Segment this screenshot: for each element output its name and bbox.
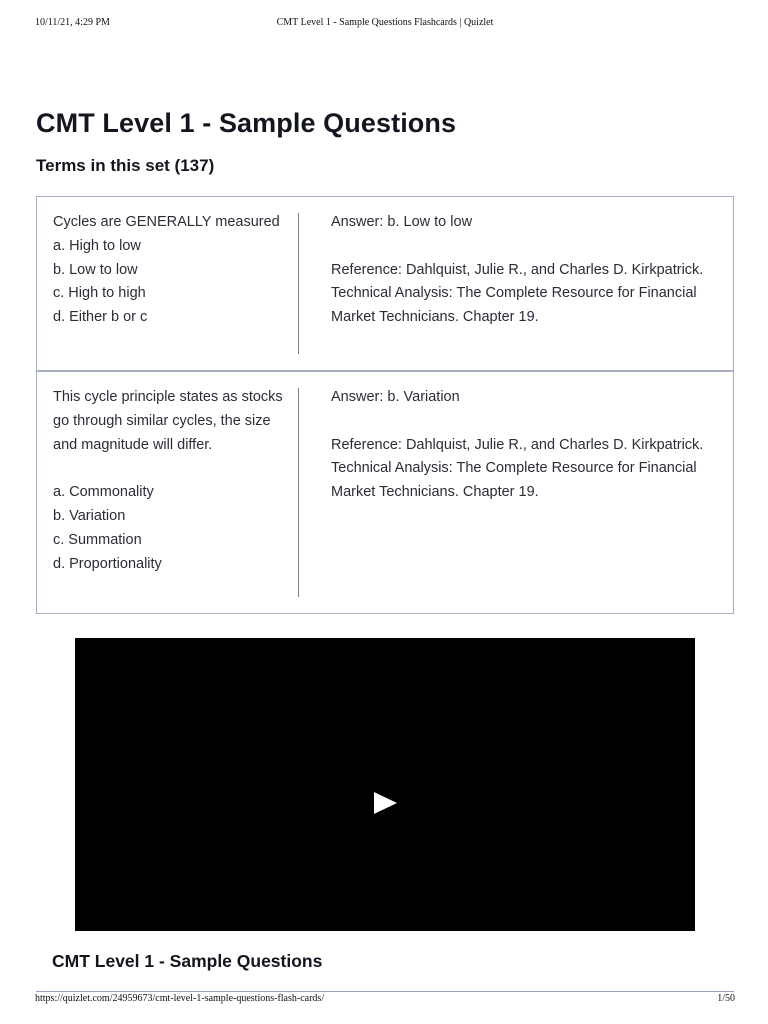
play-icon[interactable]: [374, 792, 397, 814]
set-title: CMT Level 1 - Sample Questions: [36, 108, 457, 138]
footer-divider: [36, 991, 734, 992]
card-divider: [298, 213, 299, 354]
card-divider: [298, 388, 299, 597]
print-header: [35, 17, 735, 31]
flashcard-definition: Answer: b. Low to low Reference: Dahlquist, Julie R., and Charles D. Kirkpatrick. Technical Analysis: The Complete Resource for Financial Market Technicians. Chapter 19.: [331, 214, 704, 326]
flashcard-term: Cycles are GENERALLY measured a. High to low b. Low to low c. High to high d. Either b or c: [53, 214, 280, 326]
flashcard: [37, 197, 733, 370]
video-caption: CMT Level 1 - Sample Questions: [52, 951, 323, 971]
flashcard: [37, 370, 733, 613]
flashcard-term: This cycle principle states as stocks go through similar cycles, the size and magnitude will differ. a. Commonality b. Variation c. Summation d. Proportionality: [53, 389, 283, 572]
print-document-title: CMT Level 1 - Sample Questions Flashcards | Quizlet: [276, 17, 494, 28]
video-panel: [36, 624, 734, 991]
flashcard-list: [36, 196, 734, 614]
page-url: https://quizlet.com/24959673/cmt-level-1-sample-questions-flash-cards/: [35, 993, 325, 1004]
video-player[interactable]: [75, 638, 695, 931]
print-date: 10/11/21, 4:29 PM: [35, 17, 110, 28]
page-number: 1/50: [717, 993, 735, 1004]
flashcard-definition: Answer: b. Variation Reference: Dahlquist, Julie R., and Charles D. Kirkpatrick. Technical Analysis: The Complete Resource for Financial Market Technicians. Chapter 19.: [331, 389, 704, 501]
terms-heading: Terms in this set (137): [36, 156, 215, 175]
print-footer: [35, 993, 735, 1007]
